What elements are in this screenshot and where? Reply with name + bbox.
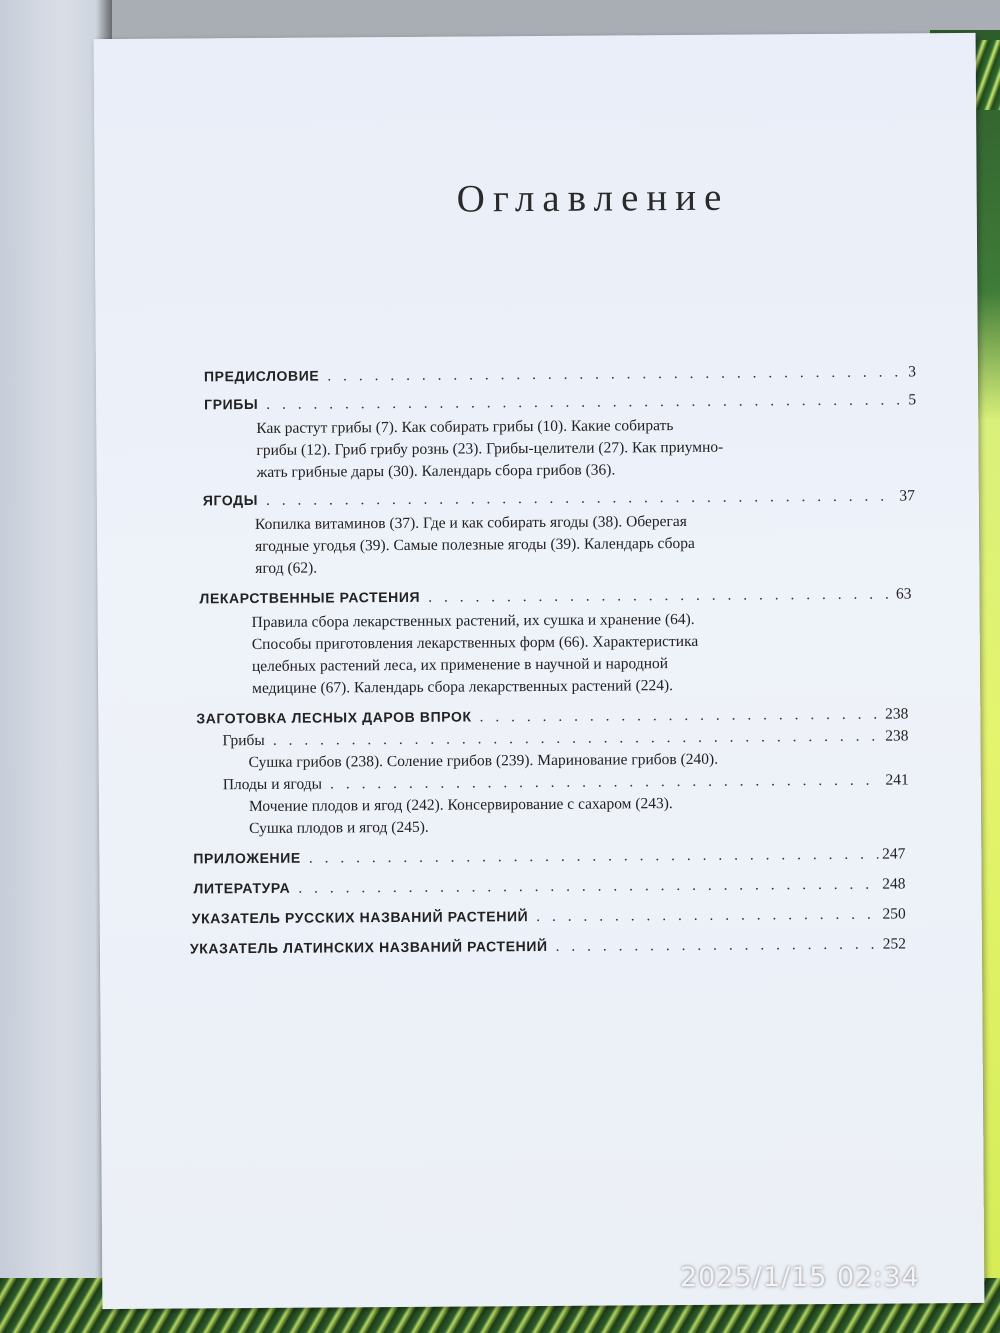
leader-dots xyxy=(472,706,882,727)
toc-subtext: ягодные угодья (39). Самые полезные ягоды (39). Календарь сбора xyxy=(255,534,695,555)
toc-entry-label: Плоды и ягоды xyxy=(222,775,323,794)
leader-dots xyxy=(301,846,878,868)
toc-page-number: 247 xyxy=(881,845,906,863)
toc-entry-literature xyxy=(193,875,905,902)
toc-page-number: 250 xyxy=(882,905,906,923)
toc-entry-preface xyxy=(204,363,916,390)
leader-dots xyxy=(548,936,879,956)
toc-entry-label: ПРЕДИСЛОВИЕ xyxy=(203,367,320,385)
toc-page-number: 248 xyxy=(882,875,906,893)
toc-subtext: Способы приготовления лекарственных форм (66). Характеристика xyxy=(251,632,699,654)
toc-entry-appendix xyxy=(193,845,905,872)
toc-entry-label: ЛЕКАРСТВЕННЫЕ РАСТЕНИЯ xyxy=(199,588,421,607)
toc-subtext: Сушка плодов и ягод (245). xyxy=(249,818,429,838)
toc-subtext: Правила сбора лекарственных растений, их сушка и хранение (64). xyxy=(251,610,695,632)
toc-entry-russian-index xyxy=(192,905,906,932)
book-page xyxy=(94,33,985,1309)
toc-entry-label: ГРИБЫ xyxy=(204,395,259,413)
toc-page-number: 252 xyxy=(882,935,906,953)
toc-page-number: 3 xyxy=(908,363,916,381)
toc-entry-label: ПРИЛОЖЕНИЕ xyxy=(193,849,301,867)
toc-entry-mushrooms xyxy=(204,391,916,418)
toc-entry-label: УКАЗАТЕЛЬ ЛАТИНСКИХ НАЗВАНИЙ РАСТЕНИЙ xyxy=(189,937,548,957)
leader-dots xyxy=(265,728,882,750)
toc-entry-berries xyxy=(203,487,915,514)
toc-subtext: ягод (62). xyxy=(255,559,318,577)
toc-entry-medicinal xyxy=(199,585,911,612)
toc-subtext: медицине (67). Календарь сбора лекарственных растений (224). xyxy=(252,677,674,698)
toc-entry-latin-index xyxy=(190,935,906,962)
leader-dots xyxy=(258,391,904,414)
toc-subtext: Сушка грибов (238). Соление грибов (239). Маринование грибов (240). xyxy=(248,750,719,772)
leader-dots xyxy=(258,488,895,510)
toc-entry-label: УКАЗАТЕЛЬ РУССКИХ НАЗВАНИЙ РАСТЕНИЙ xyxy=(191,908,529,927)
leader-dots xyxy=(319,363,904,385)
toc-subtext: грибы (12). Гриб грибу рознь (23). Грибы-целители (27). Как приумно- xyxy=(256,438,724,459)
photo-timestamp: 2025/1/15 02:34 xyxy=(680,1262,920,1293)
toc-subtext: Мочение плодов и ягод (242). Консервирование с сахаром (243). xyxy=(248,795,673,816)
toc-page-number: 238 xyxy=(884,705,909,723)
toc-entry-preserve-mushrooms xyxy=(222,727,908,754)
toc-subtext: целебных растений леса, их применение в научной и народной xyxy=(251,655,669,676)
toc-subtext: Как растут грибы (7). Как собирать грибы (10). Какие собирать xyxy=(256,417,674,437)
toc-entry-label: Грибы xyxy=(222,731,265,750)
toc-page-number: 238 xyxy=(885,727,909,745)
toc-entry-label: ЯГОДЫ xyxy=(202,491,259,509)
toc-subtext: Копилка витаминов (37). Где и как собирать ягоды (38). Оберегая xyxy=(254,512,687,533)
toc-subtext: жать грибные дары (30). Календарь сбора грибов (36). xyxy=(256,461,616,481)
toc-page-number: 37 xyxy=(899,487,915,505)
toc-page-number: 241 xyxy=(885,771,909,789)
leader-dots xyxy=(290,876,878,898)
toc-entry-label: ЛИТЕРАТУРА xyxy=(193,879,291,897)
toc-entry-preserve-fruits xyxy=(223,771,909,798)
toc-page-number: 5 xyxy=(908,391,917,409)
toc-entry-label: ЗАГОТОВКА ЛЕСНЫХ ДАРОВ ВПРОК xyxy=(196,708,472,727)
page-title: Оглавление xyxy=(456,175,730,221)
leader-dots xyxy=(528,906,878,926)
leader-dots xyxy=(322,772,882,794)
toc-page-number: 63 xyxy=(895,585,912,603)
leader-dots xyxy=(420,586,892,607)
